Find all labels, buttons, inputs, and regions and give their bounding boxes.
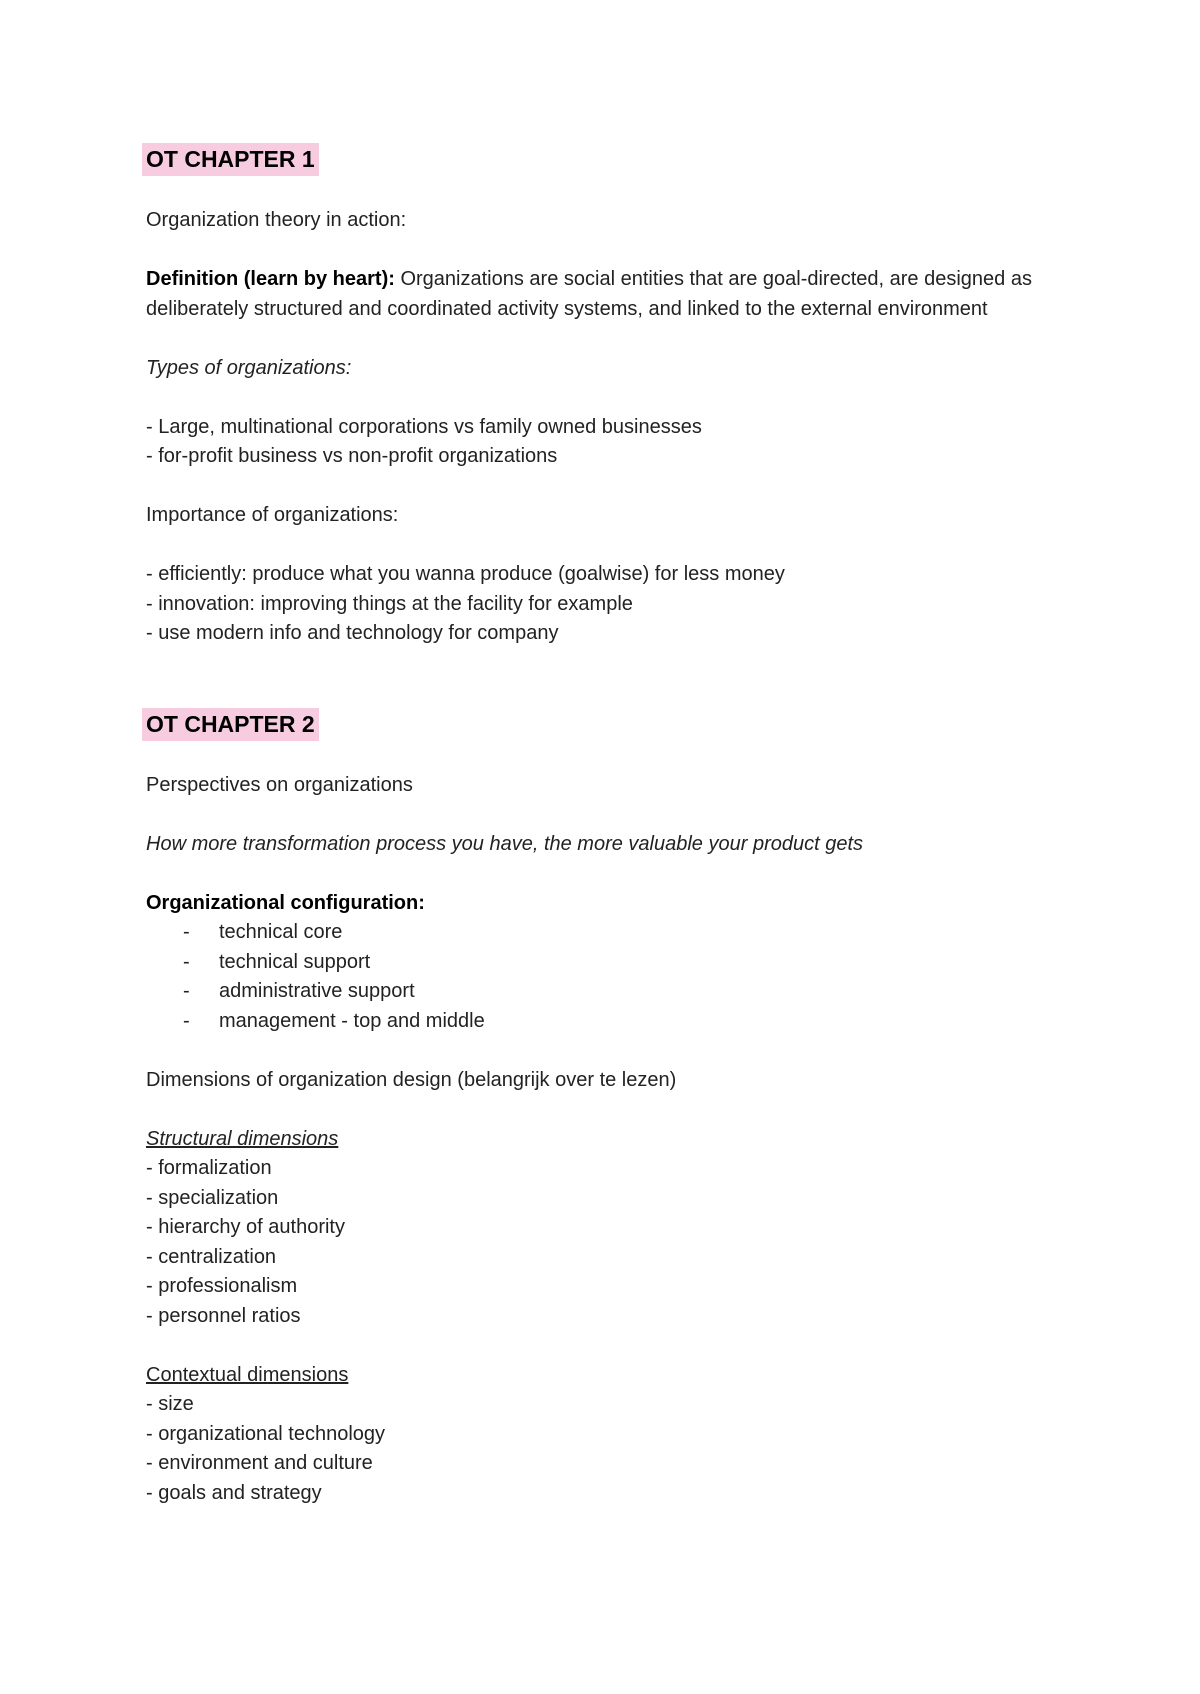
- transformation-note: How more transformation process you have, the more valuable your product gets: [146, 832, 864, 855]
- list-item: - organizational technology: [146, 1422, 386, 1445]
- list-item: - for-profit business vs non-profit organizations: [146, 445, 558, 467]
- list-item: - environment and culture: [146, 1452, 373, 1474]
- dash-marker: -: [183, 980, 190, 1002]
- structural-dimensions-label: Structural dimensions: [146, 1127, 339, 1150]
- contextual-dimensions-list: [146, 1390, 1046, 1508]
- list-item: - goals and strategy: [146, 1481, 322, 1504]
- definition-label: Definition (learn by heart):: [146, 268, 395, 290]
- contextual-dimensions-label: Contextual dimensions: [146, 1363, 349, 1386]
- list-item: - hierarchy of authority: [146, 1216, 345, 1238]
- chapter-2-section: [146, 708, 1046, 1509]
- list-item: - centralization: [146, 1245, 277, 1268]
- configuration-list: [146, 918, 1046, 1036]
- chapter-1-intro: Organization theory in action:: [146, 209, 407, 231]
- dash-marker: -: [183, 921, 190, 943]
- list-item: - administrative support: [146, 977, 1046, 1007]
- importance-label: Importance of organizations:: [146, 504, 399, 526]
- list-item: - use modern info and technology for company: [146, 622, 559, 644]
- definition-paragraph: [146, 265, 1046, 324]
- list-item: - technical support: [146, 948, 1046, 978]
- list-item: - innovation: improving things at the facility for example: [146, 592, 633, 615]
- definition-text: Organizations are social entities that are goal-directed, are designed as deliberately structured and coordinated activity systems, and linked to the external environment: [146, 268, 1032, 320]
- dash-marker: -: [183, 950, 190, 973]
- list-item: - specialization: [146, 1186, 279, 1209]
- list-item: - management - top and middle: [146, 1007, 1046, 1037]
- list-item: - efficiently: produce what you wanna produce (goalwise) for less money: [146, 563, 785, 585]
- list-item: - formalization: [146, 1157, 272, 1179]
- importance-list: [146, 560, 1046, 649]
- chapter-2-heading: OT CHAPTER 2: [142, 708, 319, 741]
- types-list: [146, 413, 1046, 472]
- list-item: - personnel ratios: [146, 1304, 301, 1327]
- list-item: - size: [146, 1393, 194, 1415]
- chapter-1-heading: OT CHAPTER 1: [142, 143, 319, 176]
- chapter-1-section: [146, 143, 1046, 649]
- dash-marker: -: [183, 1009, 190, 1032]
- configuration-label: Organizational configuration:: [146, 891, 425, 914]
- list-item: - professionalism: [146, 1275, 298, 1297]
- chapter-2-intro: Perspectives on organizations: [146, 773, 413, 796]
- list-item: - Large, multinational corporations vs family owned businesses: [146, 415, 702, 438]
- list-item: - technical core: [146, 918, 1046, 948]
- dimensions-intro: Dimensions of organization design (belangrijk over te lezen): [146, 1068, 677, 1091]
- document-content: [146, 143, 1046, 1508]
- structural-dimensions-list: [146, 1154, 1046, 1331]
- types-label: Types of organizations:: [146, 356, 352, 379]
